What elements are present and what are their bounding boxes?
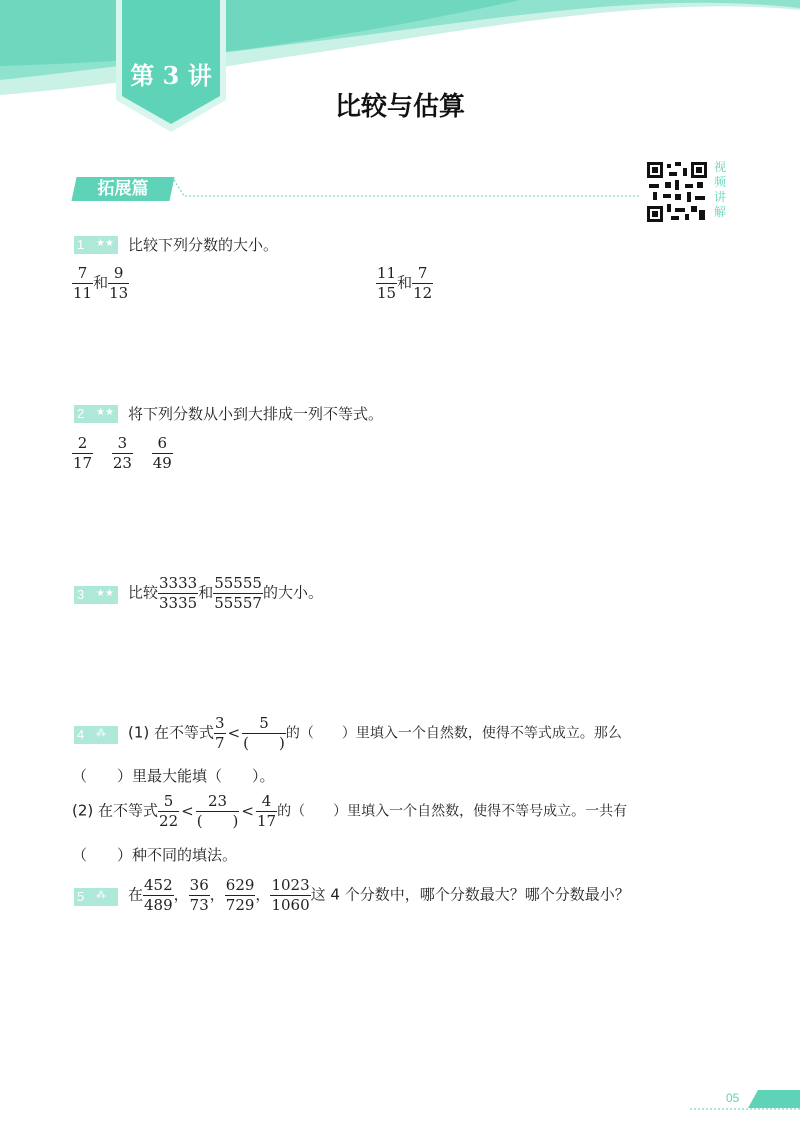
- fraction: $\frac{2}{17}$: [73, 434, 93, 472]
- fraction: $\frac{4}{17}$: [257, 792, 277, 830]
- difficulty-stars: ⁂: [96, 890, 106, 901]
- problem-number: 3: [77, 587, 85, 602]
- prompt-text: 的（ ）里填入一个自然数，使得不等号成立。一共有: [277, 803, 628, 820]
- problem-part-2: [72, 794, 627, 829]
- prompt-text: 这 4 个分数中，哪个分数最大？哪个分数最小？: [310, 885, 630, 904]
- fraction-blank[interactable]: $\frac{5}{( )}$: [243, 714, 285, 752]
- fraction: $\frac{452}{489}$: [144, 876, 173, 914]
- problem-prompt: 将下列分数从小到大排成一列不等式。: [128, 405, 384, 423]
- fraction: $\frac{7}{11}$: [73, 264, 93, 302]
- problem-number: 1: [77, 237, 85, 252]
- fraction: $\frac{6}{49}$: [152, 434, 172, 472]
- problem-number: 2: [77, 406, 85, 421]
- problem-prompt: 比较下列分数的大小。: [128, 236, 279, 254]
- problem-tag: [74, 726, 118, 744]
- problem-tag: [74, 888, 118, 906]
- fraction-pair: [376, 266, 433, 301]
- page-title: 比较与估算: [334, 92, 465, 122]
- difficulty-stars: ⁂: [96, 728, 106, 739]
- difficulty-stars: ★★: [96, 407, 114, 418]
- fraction: $\frac{3}{23}$: [112, 434, 132, 472]
- fraction-pair: [72, 266, 129, 301]
- separator: ，: [209, 885, 225, 904]
- fraction: $\frac{36}{73}$: [189, 876, 209, 914]
- joiner-text: 和: [93, 273, 109, 292]
- fraction: $\frac{3}{7}$: [215, 714, 225, 752]
- problem-part-1: [128, 716, 622, 751]
- fraction: $\frac{9}{13}$: [109, 264, 129, 302]
- problem-number: 5: [77, 889, 85, 904]
- operator: <: [181, 801, 194, 820]
- joiner-text: 和: [198, 583, 214, 602]
- prompt-text: 在: [128, 885, 144, 904]
- difficulty-stars: ★★: [96, 588, 114, 599]
- fraction: $\frac{3333}{3335}$: [159, 574, 198, 612]
- section-divider: [172, 178, 642, 202]
- joiner-text: 和: [397, 273, 413, 292]
- problem-tag: [74, 236, 118, 254]
- fraction: $\frac{7}{12}$: [413, 264, 433, 302]
- qr-caption: 视频讲解: [714, 160, 727, 219]
- lecture-badge: 第 3 讲: [130, 61, 212, 90]
- fraction: $\frac{1023}{1060}$: [271, 876, 310, 914]
- fraction: $\frac{55555}{55557}$: [214, 574, 262, 612]
- operator: <: [241, 801, 254, 820]
- separator: ，: [173, 885, 189, 904]
- difficulty-stars: ★★: [96, 238, 114, 249]
- prompt-text: (1) 在不等式: [128, 723, 215, 742]
- problem-part-1-line-2: （ ）里最大能填（ ）。: [72, 767, 275, 785]
- section-label: 拓展篇: [97, 179, 149, 199]
- qr-code[interactable]: [645, 160, 709, 224]
- problem-prompt: [128, 576, 323, 611]
- operator: <: [227, 723, 241, 742]
- prompt-text: 的（ ）里填入一个自然数，使得不等式成立。那么: [285, 725, 622, 742]
- problem-prompt: [128, 878, 630, 913]
- prompt-text: (2) 在不等式: [72, 801, 159, 820]
- prompt-text: 比较: [128, 583, 159, 602]
- problem-tag: [74, 405, 118, 423]
- fraction-blank[interactable]: $\frac{23}{( )}$: [196, 792, 239, 830]
- fraction: $\frac{629}{729}$: [225, 876, 255, 914]
- separator: ，: [255, 885, 271, 904]
- page-number: 05: [726, 1091, 740, 1105]
- fraction: $\frac{11}{15}$: [377, 264, 397, 302]
- footer-band: [690, 1088, 800, 1110]
- fraction-list: [72, 436, 173, 471]
- problem-number: 4: [77, 727, 85, 742]
- fraction: $\frac{5}{22}$: [159, 792, 179, 830]
- prompt-text: 的大小。: [262, 583, 323, 602]
- problem-tag: [74, 586, 118, 604]
- problem-part-2-line-2: （ ）种不同的填法。: [72, 846, 238, 864]
